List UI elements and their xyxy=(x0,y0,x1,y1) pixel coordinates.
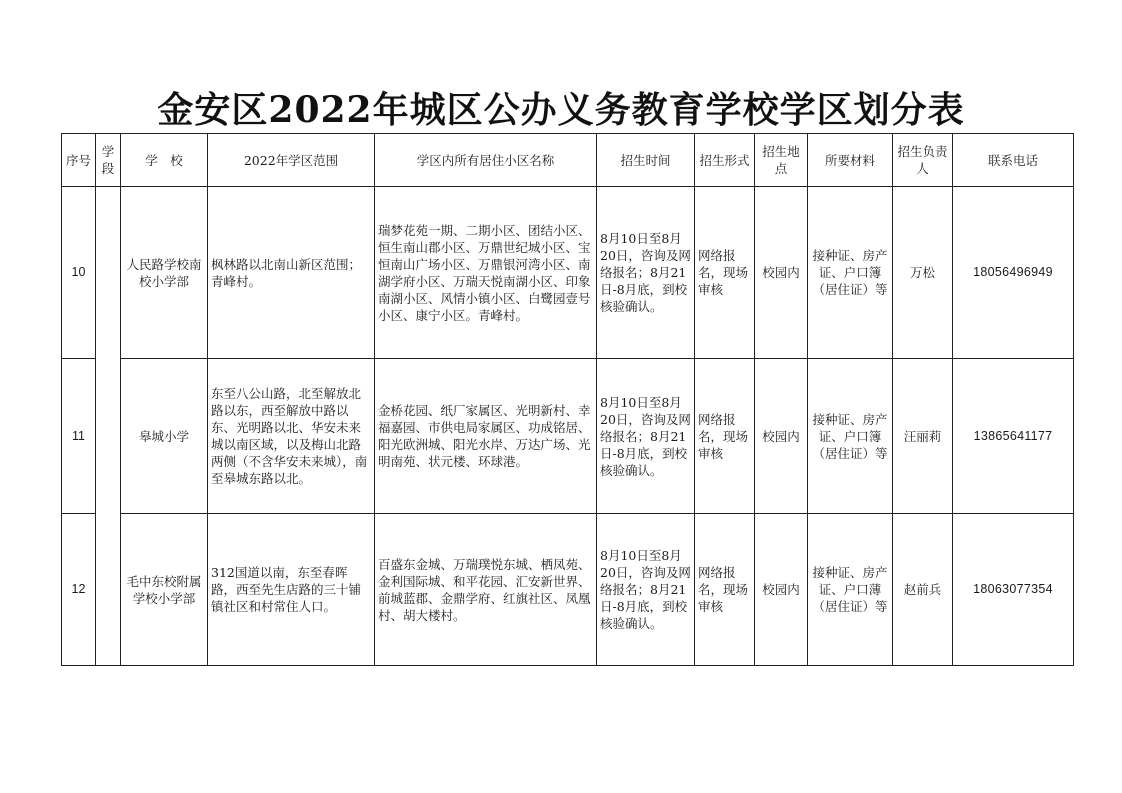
table-row xyxy=(62,187,1074,359)
contact-person: 赵前兵 xyxy=(893,514,953,666)
header-range: 2022年学区范围 xyxy=(208,134,375,187)
header-communities: 学区内所有居住小区名称 xyxy=(375,134,597,187)
enrollment-location: 校园内 xyxy=(755,187,808,359)
row-index: 11 xyxy=(62,359,96,514)
header-index: 序号 xyxy=(62,134,96,187)
enrollment-form: 网络报名，现场审核 xyxy=(695,187,755,359)
district-range: 枫林路以北南山新区范围；青峰村。 xyxy=(208,187,375,359)
header-stage: 学段 xyxy=(96,134,121,187)
contact-phone: 18063077354 xyxy=(953,514,1074,666)
header-location: 招生地点 xyxy=(755,134,808,187)
school-name: 人民路学校南校小学部 xyxy=(121,187,208,359)
required-materials: 接种证、房产证、户口簿（居住证）等 xyxy=(808,359,893,514)
document-title: 金安区2022年城区公办义务教育学校学区划分表 xyxy=(157,89,965,131)
enrollment-form: 网络报名，现场审核 xyxy=(695,359,755,514)
header-contact-person: 招生负责人 xyxy=(893,134,953,187)
school-name: 毛中东校附属学校小学部 xyxy=(121,514,208,666)
header-time: 招生时间 xyxy=(597,134,695,187)
school-name: 皋城小学 xyxy=(121,359,208,514)
contact-person: 汪丽莉 xyxy=(893,359,953,514)
community-list: 百盛东金城、万瑞璞悦东城、栖凤苑、金利国际城、和平花园、汇安新世界、前城蓝郡、金鼎学府、红旗社区、凤凰村、胡大楼村。 xyxy=(375,514,597,666)
header-phone: 联系电话 xyxy=(953,134,1074,187)
table-row xyxy=(62,514,1074,666)
contact-phone: 18056496949 xyxy=(953,187,1074,359)
enrollment-form: 网络报名，现场审核 xyxy=(695,514,755,666)
required-materials: 接种证、房产证、户口簿（居住证）等 xyxy=(808,187,893,359)
stage-cell xyxy=(96,187,121,666)
row-index: 10 xyxy=(62,187,96,359)
header-form: 招生形式 xyxy=(695,134,755,187)
district-range: 312国道以南，东至春晖路，西至先生店路的三十铺镇社区和村常住人口。 xyxy=(208,514,375,666)
enrollment-location: 校园内 xyxy=(755,359,808,514)
enrollment-time: 8月10日至8月20日，咨询及网络报名；8月21日-8月底，到校核验确认。 xyxy=(597,187,695,359)
header-school: 学 校 xyxy=(121,134,208,187)
contact-person: 万松 xyxy=(893,187,953,359)
row-index: 12 xyxy=(62,514,96,666)
community-list: 金桥花园、纸厂家属区、光明新村、幸福嘉园、市供电局家属区、功成铭居、阳光欧洲城、阳光水岸、万达广场、光明南苑、状元楼、环球港。 xyxy=(375,359,597,514)
contact-phone: 13865641177 xyxy=(953,359,1074,514)
table-row xyxy=(62,359,1074,514)
header-materials: 所要材料 xyxy=(808,134,893,187)
school-district-table xyxy=(61,133,1074,666)
district-range: 东至八公山路，北至解放北路以东，西至解放中路以东、光明路以北、华安未来城以南区域，以及梅山北路两侧（不含华安未来城），南至皋城东路以北。 xyxy=(208,359,375,514)
enrollment-location: 校园内 xyxy=(755,514,808,666)
enrollment-time: 8月10日至8月20日，咨询及网络报名；8月21日-8月底，到校核验确认。 xyxy=(597,359,695,514)
enrollment-time: 8月10日至8月20日，咨询及网络报名；8月21日-8月底，到校核验确认。 xyxy=(597,514,695,666)
table-header-row xyxy=(62,134,1074,187)
required-materials: 接种证、房产证、户口薄（居住证）等 xyxy=(808,514,893,666)
community-list: 瑞梦花苑一期、二期小区、团结小区、恒生南山郡小区、万鼎世纪城小区、宝恒南山广场小区、万鼎银河湾小区、南湖学府小区、万瑞天悦南湖小区、印象南湖小区、风情小镇小区、白鹭园壹号小区、康宁小区。青峰村。 xyxy=(375,187,597,359)
